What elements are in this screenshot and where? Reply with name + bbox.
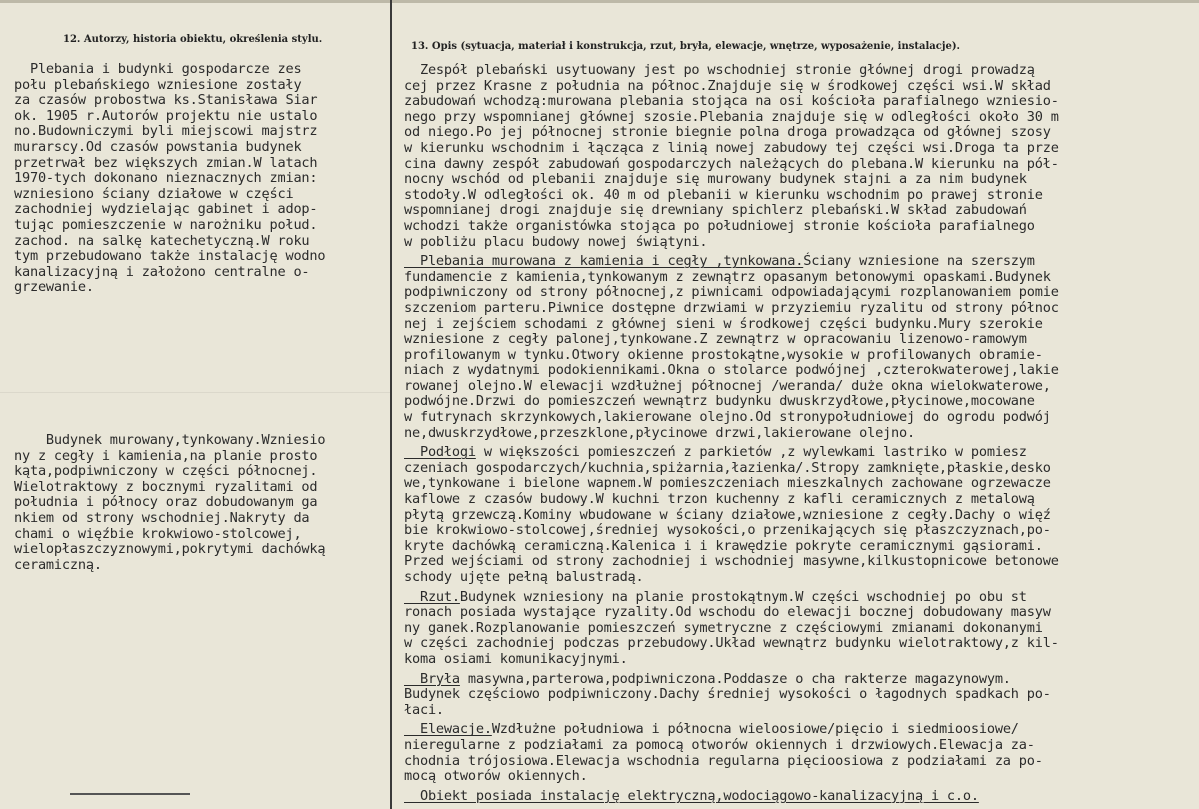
text-line: Zespół plebański usytuowany jest po wschodniej stronie głównej drogi prowadzą — [404, 63, 1035, 78]
text-line: murarscy.Od czasów powstania budynek — [14, 138, 302, 155]
column-divider — [390, 0, 392, 809]
left-section-divider — [0, 392, 390, 393]
text-line: kryte dachówką ceramiczną.Kalenica i i krawędzie pokryte ceramicznymi gąsiorami. — [404, 537, 1043, 554]
text-line: wielopłaszczyznowymi,pokrytymi dachówką — [14, 541, 326, 558]
text-line: mocą otworów okiennych. — [404, 768, 588, 785]
text-line: od niego.Po jej północnej stronie biegnie polna droga prowadząca od głównej szosy — [404, 124, 1051, 141]
text-line: podwójne.Drzwi do pomieszczeń wewnątrz budynku dwuskrzydłowe,płycinowe,mocowane — [404, 393, 1035, 410]
text-line: czeniach gospodarczych/kuchnia,spiżarnia,łazienka/.Stropy zamknięte,płaskie,desko — [404, 459, 1051, 476]
text-line: wzniesiono ściany działowe w części — [14, 185, 294, 202]
text-line: Plebania i budynki gospodarcze zes — [14, 62, 302, 77]
text-line: no.Budowniczymi byli miejscowi majstrz — [14, 123, 318, 140]
section-13-header: 13. Opis (sytuacja, materiał i konstrukcja, rzut, bryła, elewacje, wnętrze, wyposażenie, instalacje). — [411, 41, 961, 52]
text-line: nkiem od strony wschodniej.Nakryty da — [14, 509, 310, 526]
text-line: przetrwał bez większych zmian.W latach — [14, 154, 318, 171]
text-line: wchodzi także organistówka stojąca po południowej stronie kościoła parafialnego — [404, 217, 1035, 234]
text-line: nocny wschód od plebanii znajduje się murowany budynek stajni a za nim budynek — [404, 171, 1027, 188]
text-line: tym przebudowano także instalację wodno — [14, 248, 326, 265]
text-line: profilowanym w tynku.Otwory okienne prostokątne,wysokie w profilowanych obramie- — [404, 346, 1043, 363]
text-line: płytą grzewczą.Kominy wbudowane w ściany działowe,wzniesione z cegły.Dachy o więź — [404, 506, 1051, 523]
text-line: połu plebańskiego wzniesione zostały — [14, 76, 302, 93]
paragraph-first-line — [404, 445, 1194, 461]
paragraph-first-line — [404, 722, 1194, 738]
paragraph-heading: Obiekt posiada instalację elektryczną,wodociągowo-kanalizacyjną i c.o. — [404, 787, 979, 804]
text-line: chami o więźbie krokwiowo-stolcowej, — [14, 525, 302, 542]
text-line: wzniesione z cegły palonej,tynkowane.Z zewnątrz w opracowaniu lizenowo-ramowym — [404, 331, 1027, 348]
text-line: Budynek murowany,tynkowany.Wzniesio — [14, 433, 326, 448]
text-line: kąta,podpiwniczony w części północnej. — [14, 463, 318, 480]
text-line: schody ujęte pełną balustradą. — [404, 569, 644, 585]
paragraph-heading: Bryła — [404, 670, 460, 687]
page-top-edge — [0, 0, 1199, 3]
text-line: Budynek częściowo podpiwniczony.Dachy średniej wysokości o łagodnych spadkach po- — [404, 686, 1051, 703]
paragraph-first-line — [404, 672, 1194, 688]
paragraph-first-line — [404, 254, 1194, 270]
text-line: wspomnianej drogi znajduje się drewniany spichlerz plebański.W skład zabudowań — [404, 202, 1027, 219]
text-line: nieregularne z podziałami za pomocą otworów okiennych i drzwiowych.Elewacja za- — [404, 736, 1035, 753]
text-line: stodoły.W odległości ok. 40 m od plebanii w kierunku wschodnim po prawej stronie — [404, 186, 1043, 203]
text-line: tując pomieszczenie w narożniku połud. — [14, 216, 318, 233]
text-line: kanalizacyjną i założono centralne o- — [14, 263, 310, 280]
text-line: Budynek wzniesiony na planie prostokątnym.W części wschodniej po obu st — [459, 588, 1027, 605]
text-line: południa i północy oraz dobudowanym ga — [14, 494, 318, 511]
text-line: ny z cegły i kamienia,na planie prosto — [14, 447, 318, 464]
text-line: podpiwniczony od strony północnej,z piwnicami odpowiadającymi rozplanowaniem pomie — [404, 284, 1059, 301]
text-line: fundamencie z kamienia,tynkowanym z zewnątrz opasanym betonowymi opaskami.Budynek — [404, 268, 1051, 285]
paragraph-first-line — [404, 590, 1194, 606]
text-line: łaci. — [404, 701, 444, 718]
paragraph-heading: Plebania murowana z kamienia i cegły ,tynkowana. — [404, 253, 804, 270]
text-line: ceramiczną. — [14, 556, 102, 573]
text-line: koma osiami komunikacyjnymi. — [404, 650, 628, 667]
text-line: Ściany wzniesione na szerszym — [803, 253, 1035, 270]
footer-rule — [70, 793, 190, 795]
paragraph-heading: Rzut. — [404, 588, 460, 605]
authors-history-text — [14, 62, 386, 296]
text-line: 1970-tych dokonano nieznacznych zmian: — [14, 170, 318, 187]
text-line: ronach posiada wystające ryzality.Od wschodu do elewacji bocznej dobudowany masyw — [404, 604, 1051, 621]
text-line: Wzdłużne południowa i północna wieloosiowe/pięcio i siedmioosiowe/ — [491, 721, 1019, 738]
text-line: ne,dwuskrzydłowe,przeszklone,płycinowe drzwi,lakierowane olejno. — [404, 424, 915, 441]
text-line: chodnia trójosiowa.Elewacja wschodnia regularna pięcioosiowa z podziałami za po- — [404, 752, 1043, 769]
text-line: w futrynach skrzynkowych,lakierowane olejno.Od stronypołudniowej do ogrodu podwój — [404, 409, 1051, 426]
text-line: nej i zejściem schodami z głównej sieni w środkowej części budynku.Mury szerokie — [404, 315, 1043, 332]
text-line: w części zachodniej podczas przebudowy.Układ wewnątrz budynku wielotraktowy,z kil- — [404, 635, 1059, 652]
text-line: szczeniom parteru.Piwnice dostępne drzwiami w przyziemiu ryzalitu od strony północ — [404, 299, 1059, 316]
text-line: zachodniej wydzielając gabinet i adop- — [14, 201, 318, 218]
text-line: w większości pomieszczeń z parkietów ,z wylewkami lastriko w pomiesz — [475, 444, 1027, 461]
section-12-header: 12. Autorzy, historia obiektu, określenia stylu. — [63, 34, 323, 45]
text-line: za czasów probostwa ks.Stanisława Siar — [14, 92, 318, 109]
paragraph-heading: Podłogi — [404, 444, 476, 461]
text-line: grzewanie. — [14, 279, 94, 296]
text-line: nego przy wspomnianej głównej szosie.Plebania znajduje się w odległości około 30 m — [404, 108, 1059, 125]
text-line: niach z wydatnymi podokiennikami.Okna o stolarce podwójnej ,czterokwaterowej,lakie — [404, 362, 1059, 379]
text-line: rowanej olejno.W elewacji wzdłużnej północnej /weranda/ duże okna wielokwaterowe, — [404, 377, 1051, 394]
text-line: zabudowań wchodzą:murowana plebania stojąca na osi kościoła parafialnego wzniesio- — [404, 93, 1059, 110]
paragraph-first-line — [404, 789, 1194, 805]
text-line: ok. 1905 r.Autorów projektu nie ustalo — [14, 107, 318, 124]
text-line: we,tynkowane i bielone wapnem.W pomieszczeniach mieszkalnych zachowane ogrzewacze — [404, 475, 1051, 492]
style-description-text — [14, 433, 386, 573]
text-line: w pobliżu placu budowy nowej świątyni. — [404, 233, 708, 250]
text-line: w kierunku wschodnim i łącząca z linią nowej zabudowy tej części wsi.Droga ta prze — [404, 139, 1059, 156]
text-line: ny ganek.Rozplanowanie pomieszczeń symetryczne z częściowymi zmianami dokonanymi — [404, 619, 1043, 636]
text-line: Wielotraktowy z bocznymi ryzalitami od — [14, 478, 318, 495]
text-line: cej przez Krasne z południa na północ.Znajduje się w środkowej części wsi.W skład — [404, 77, 1051, 94]
paragraph-heading: Elewacje. — [404, 721, 492, 738]
text-line: kaflowe z czasów budowy.W kuchni trzon kuchenny z kafli ceramicznych z metalową — [404, 491, 1035, 508]
text-line: cina dawny zespół zabudowań gospodarczych należących do plebana.W kierunku na pół- — [404, 155, 1059, 172]
text-line: masywna,parterowa,podpiwniczona.Poddasze o cha rakterze magazynowym. — [459, 670, 1011, 687]
text-line: Przed wejściami od strony zachodniej i wschodniej masywne,kilkustopnicowe betonowe — [404, 553, 1059, 570]
text-line: bie krokwiowo-stolcowej,średniej wysokości,o przenikających się płaszczyznach,po- — [404, 522, 1051, 539]
building-description-text — [404, 63, 1194, 804]
text-line: zachod. na salkę katechetyczną.W roku — [14, 232, 310, 249]
